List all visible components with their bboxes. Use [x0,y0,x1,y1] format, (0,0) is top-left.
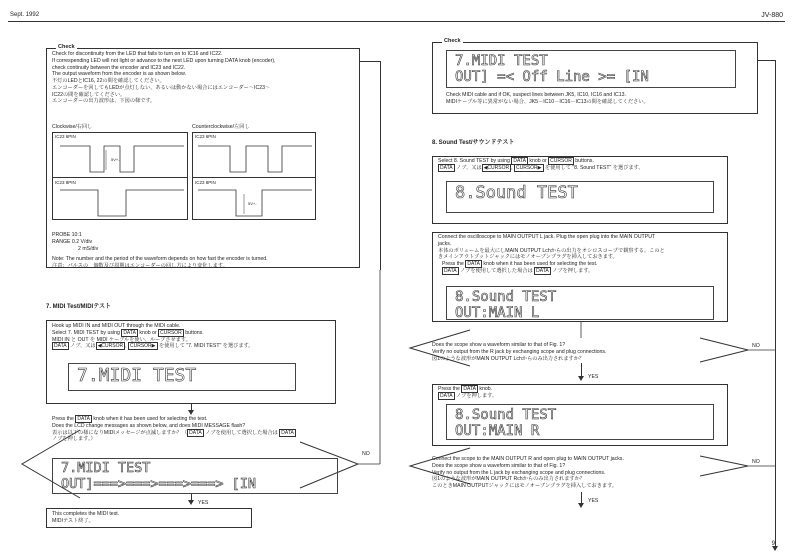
sound-no-2: NO [752,459,760,465]
data-key: DATA [536,267,549,274]
sound-q2-b: Does the scope show a waveform similar to that of Fig. 1? [432,462,566,469]
ic8-cw: IC23 8PIN [55,180,76,185]
cursor-key: CURSOR [160,329,182,336]
check-line: エンコーダーの出力波形は、下図の様です。 [52,98,156,105]
sound-lcd-1: 8.Sound TEST [446,181,714,213]
sound-yes-1: YES [588,374,599,380]
data-key: DATA [444,267,457,274]
sound-select-1: Select 8. Sound TEST by using DATA knob or CURSOR buttons. [438,158,594,164]
cursor-right-key: CURSOR▶ [129,343,156,350]
right-check-line: Check MIDI cable and if OK, suspect lines between JK5, IC10, IC16 and IC13. [446,92,626,98]
header-date: Sept. 1992 [10,12,40,18]
check-line: check continuity between the encoder and IC23 and IC22. [52,64,186,71]
sound-connect-6: DATA ノブを使用して選択した場合は DATA ノブを押します。 [444,267,594,274]
midi-no: NO [362,451,370,457]
sound-arrow-1 [578,376,584,381]
note: Note: The number and the period of the waveform depends on how fast the encoder is turned. [52,256,268,262]
data-key: DATA [463,386,476,392]
sound-question-1 [432,342,606,362]
midi-intro-4: DATA ノブ、又は ◀CURSOR , CURSOR▶ を使用して "7. MIDI TEST" を選びます。 [54,343,254,350]
sound-q1-c: 図1のような波形がMAIN OUTPUT Lchからのみ出力されますか？ [432,355,585,362]
cursor-right-key: CURSOR▶ [515,164,542,171]
midi-question: Does the LCD change messages as shown below, and does MIDI MESSAGE flash? [52,422,246,429]
sound-q2-a: Connect the scope to the MAIN OUTPUT R and open plug to MAIN OUTPUT jacks. [432,456,624,462]
data-key: DATA [77,416,90,422]
midi-question-jp: 表示は以下の様になりMIDIメッセージが点滅しますか？（ DATA ノブを使用して選択した場合は DATA [52,429,294,436]
midi-intro-2: Select 7. MIDI TEST by using DATA knob or CURSOR buttons. [52,329,204,336]
midi-press-line: Press the DATA knob when it has been used for selecting the test. [52,416,208,422]
data-key: DATA [281,429,294,436]
midi-done-1: This completes the MIDI test. [52,511,120,517]
sound-q1-a: Does the scope show a waveform similar to that of Fig. 1? [432,342,566,348]
data-key: DATA [467,261,480,267]
sound-connect-5: Press the DATA knob when it has been used for selecting the test. [442,261,598,267]
header-model: JV-880 [761,12,783,19]
right-check-lcd: 7.MIDI TEST OUT] =< Off Line >= [IN [446,50,736,88]
sound-q2-d: 図1のような波形がMAIN OUTPUT Rchからのみ出力されますか？ [432,476,585,483]
sound-flow-1 [581,363,582,377]
data-key: DATA [440,164,453,171]
sound-yes-2: YES [588,498,599,504]
check-line: The output waveform from the encoder is as shown below. [52,71,187,78]
sound-arrow-2 [578,503,584,508]
sound-lcd-2: 8.Sound TEST OUT:MAIN L [446,286,714,320]
check-line: 不灯のLEDとIC16, 22の間を確認してください。 [52,78,165,84]
data-key: DATA [189,429,202,436]
note-jp: 注意：パルスの 個数及び周期はエンコーダーの回し方により変化します。 [52,263,228,269]
cursor-left-key: ◀CURSOR [483,164,510,171]
data-key: DATA [123,329,136,336]
cw-label: Clockwise/右回し [52,124,93,130]
midi-intro-3: MIDI IN と OUT を MIDI ケーブルを使い、ループさせます。 [52,336,191,343]
data-key: DATA [54,343,67,350]
vcc-cw: 5V+- [111,157,120,162]
probe-line: PROBE 10:1 [52,232,82,238]
sound-question-2 [432,456,624,490]
check-line: エンコーダーを回してもLEDが点灯しない、あるいは動かない場合にはエンコーダー～IC23～ [52,84,271,91]
page-number: 9 [771,541,775,547]
probe-line: 2 mS/div [78,245,99,252]
sound-no-1: NO [752,343,760,349]
right-check-title: Check [444,38,461,44]
sound-connect-1: Connect the oscilloscope to MAIN OUTPUT L jack. Plug the open plug into the MAIN OUTPUT [438,234,656,240]
ic6-ccw: IC23 6PIN [195,134,216,139]
sound-select-2: DATA ノブ、又は ◀CURSOR , CURSOR▶ を使用して "8. Sound TEST" を選びます。 [440,164,644,171]
sound-heading: 8. Sound Test/サウンドテスト [432,140,515,146]
sound-connect-2: jacks. [438,240,452,247]
midi-lcd-1: 7.MIDI TEST [68,363,296,391]
data-key: DATA [440,392,453,399]
midi-lcd-2: 7.MIDI TEST OUT]===>===>===>===> [IN [52,458,338,494]
midi-question-jp2: ノブを押します。） [52,436,96,443]
data-key: DATA [513,158,526,164]
ic6-cw: IC23 6PIN [55,134,76,139]
sound-connect-3: 本体のボリュームを最大にしMAIN OUTPUT Lchからの出力をオシロスコープで観察する。このと [438,247,665,254]
cursor-key: CURSOR [550,158,572,164]
right-check-line: MIDIケーブル等に異常がない場合、JK5－IC10－IC16－IC13の間を確認してください。 [446,98,649,105]
sound-q2-c: Verify no output from the L jack by exchanging scope and plug connections. [432,469,606,476]
midi-intro-1: Hook up MIDI IN and MIDI OUT through the MIDI cable. [52,323,181,329]
vcc-ccw: 5V+- [248,201,257,206]
sound-connect-4: きメインアウトプットジャックにはモノオーブンプラグを挿入しておきます。 [438,254,618,261]
sound-press-1: Press the DATA knob. [438,386,493,392]
probe-line: RANGE 0.2 V/div [52,238,93,245]
sound-press-2: DATA ノブを押します。 [440,392,498,399]
ccw-label: Counterclockwise/左回し [192,124,250,130]
sound-q1-b: Verify no output from the R jack by exchanging scope and plug connections. [432,348,607,355]
sound-q2-e: このときMAIN OUTPUTジャックにはモノオーブンプラグを挿入しておきます。 [432,483,618,489]
ic8-ccw: IC23 8PIN [195,180,216,185]
check-line: Check for discontinuity from the LED that fails to turn on to IC16 and IC22. [52,51,223,57]
midi-done-2: MIDIテスト終了。 [52,517,94,524]
left-check-title: Check [58,44,75,50]
check-line: IC22の間を確認してください。 [52,91,126,98]
midi-heading: 7. MIDI Test/MIDIテスト [46,304,111,310]
cursor-left-key: ◀CURSOR [97,343,124,350]
sound-press-text [438,386,497,400]
check-line: If correspending LED will not light or advance to the next LED upon turning DATA knob (encoder), [52,57,276,64]
sound-lcd-3: 8.Sound TEST OUT:MAIN R [446,404,714,440]
midi-yes: YES [198,500,209,506]
